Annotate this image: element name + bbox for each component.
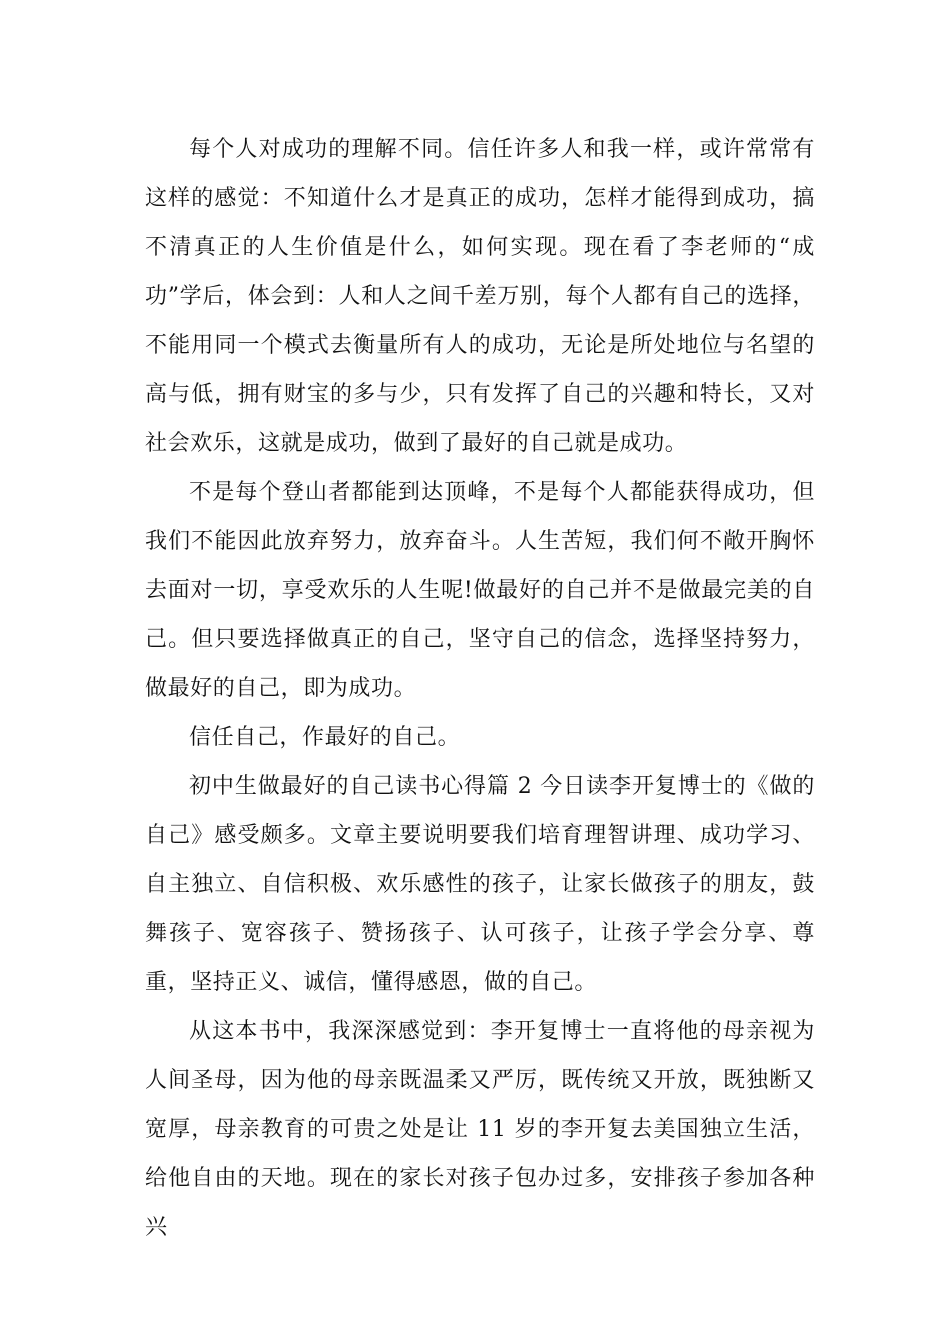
- document-body: [145, 125, 815, 1252]
- paragraph-2: 不是每个登山者都能到达顶峰，不是每个人都能获得成功，但我们不能因此放弃努力，放弃奋斗。人生苦短，我们何不敞开胸怀去面对一切，享受欢乐的人生呢!做最好的自己并不是做最完美的自己。但只要选择做真正的自己，坚守自己的信念，选择坚持努力，做最好的自己，即为成功。: [145, 480, 815, 701]
- paragraph-4: 初中生做最好的自己读书心得篇 2 今日读李开复博士的《做的自己》感受颇多。文章主要说明要我们培育理智讲理、成功学习、自主独立、自信积极、欢乐感性的孩子，让家长做孩子的朋友，鼓舞孩子、宽容孩子、赞扬孩子、认可孩子，让孩子学会分享、尊重，坚持正义、诚信，懂得感恩，做的自己。: [145, 774, 815, 995]
- paragraph-3: 信任自己，作最好的自己。: [189, 725, 461, 750]
- paragraph-5: 从这本书中，我深深感觉到：李开复博士一直将他的母亲视为人间圣母，因为他的母亲既温柔又严厉，既传统又开放，既独断又宽厚，母亲教育的可贵之处是让 11 岁的李开复去美国独立生活，给他自由的天地。现在的家长对孩子包办过多，安排孩子参加各种兴: [145, 1019, 815, 1240]
- paragraph-1: 每个人对成功的理解不同。信任许多人和我一样，或许常常有这样的感觉：不知道什么才是真正的成功，怎样才能得到成功，搞不清真正的人生价值是什么，如何实现。现在看了李老师的“成功”学后，体会到：人和人之间千差万别，每个人都有自己的选择，不能用同一个模式去衡量所有人的成功，无论是所处地位与名望的高与低，拥有财宝的多与少，只有发挥了自己的兴趣和特长，又对社会欢乐，这就是成功，做到了最好的自己就是成功。: [145, 137, 815, 456]
